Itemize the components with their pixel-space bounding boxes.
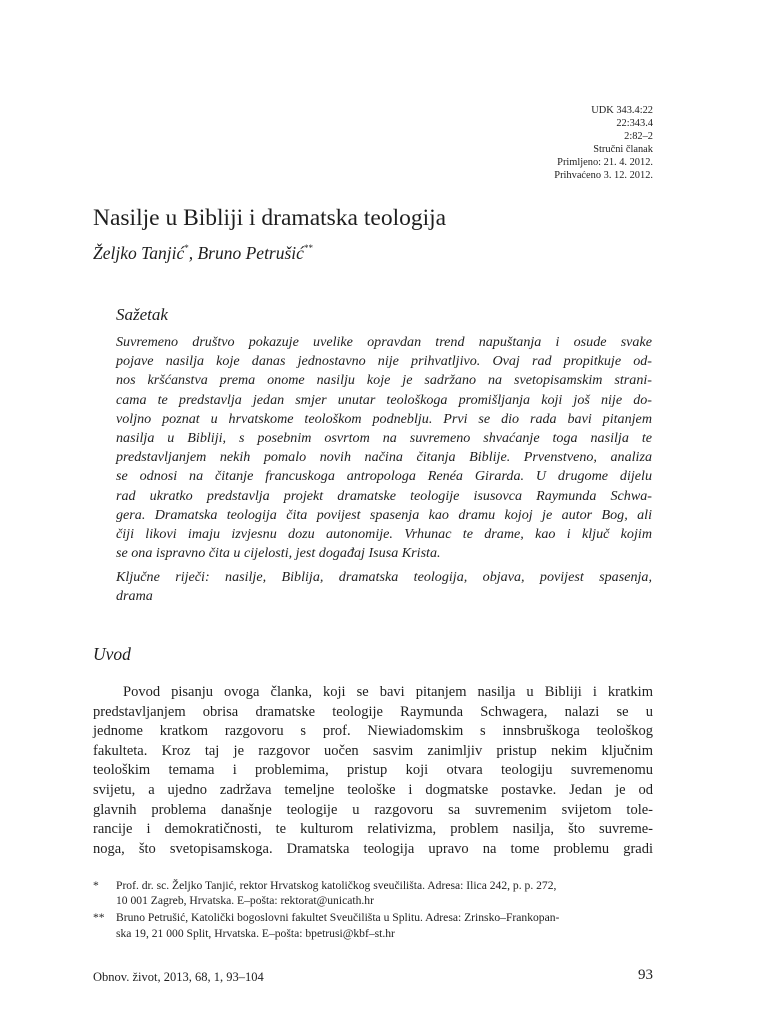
abstract-line: pojave nasilja koje danas jednostavno nije prihvatljivo. Ovaj rad propitkuje od- xyxy=(116,353,652,370)
footnote-line: Bruno Petrušić, Katolički bogoslovni fakultet Sveučilišta u Splitu. Adresa: Zrinsko–Frankopan- xyxy=(116,911,560,925)
accepted-date: Prihvaćeno 3. 12. 2012. xyxy=(554,170,653,181)
abstract-line: se ona ispravno čita u cijelosti, jest događaj Isusa Krista. xyxy=(116,545,441,562)
section-heading-intro: Uvod xyxy=(93,644,131,664)
udk-code: 2:82–2 xyxy=(624,131,653,142)
udk-code: UDK 343.4:22 xyxy=(591,105,653,116)
author-separator: , xyxy=(188,243,198,263)
abstract-line: cama te predstavlja jedan smjer unutar teološkoga promišljanja koji još nije do- xyxy=(116,391,652,408)
footnote xyxy=(93,878,653,908)
article-title: Nasilje u Bibliji i dramatska teologija xyxy=(93,205,447,231)
keywords-line: drama xyxy=(116,588,153,605)
author-name: Željko Tanjić xyxy=(93,243,185,263)
body-line: noga, što svetopisamskoga. Dramatska teologija upravo na tome problemu gradi xyxy=(93,840,653,857)
journal-citation: Obnov. život, 2013, 68, 1, 93–104 xyxy=(93,970,264,984)
body-line: predstavljanjem obrisa dramatske teologije Raymunda Schwagera, nalazi se u xyxy=(93,703,653,720)
footnote-line: Prof. dr. sc. Željko Tanjić, rektor Hrvatskog katoličkog sveučilišta. Adresa: Ilica 242, p. p. 272, xyxy=(116,879,557,892)
abstract-line: čiji likovi imaju izvjesnu dozu autonomije. Vrhunac te drame, kao i ključ kojim xyxy=(116,526,652,543)
body-line: jednome kratkom razgovoru s prof. Niewiadomskim s innsbruškoga teološkog xyxy=(93,723,653,740)
body-line: Povod pisanju ovoga članka, koji se bavi pitanjem nasilja u Bibliji i kratkim xyxy=(123,684,653,700)
footnote-marker: * xyxy=(184,243,189,254)
abstract-line: gera. Dramatska teologija čita povijest spasenja kao dramu kojoj je autor Bog, ali xyxy=(116,506,652,523)
body-line: teološkim temama i problemima, pristup koji otvara teologiju suvremenomu xyxy=(93,762,653,779)
author-line xyxy=(93,243,313,264)
footnotes xyxy=(93,878,653,943)
footnote-marker: ** xyxy=(303,243,313,254)
abstract-text xyxy=(116,333,652,563)
footnote-line: ska 19, 21 000 Split, Hrvatska. E–pošta: bpetrusi@kbf–st.hr xyxy=(116,926,395,940)
article-type: Stručni članak xyxy=(593,144,653,155)
abstract-line: nasilja u Bibliji, s posebnim osvrtom na suvremeno shvaćanje toga nasilja te xyxy=(116,430,652,447)
footnote-line: 10 001 Zagreb, Hrvatska. E–pošta: rektorat@unicath.hr xyxy=(116,894,374,908)
footnote-text xyxy=(116,910,653,940)
abstract-line: rad ukratko predstavlja projekt dramatske teologije isusovca Raymunda Schwa- xyxy=(116,487,652,504)
received-date: Primljeno: 21. 4. 2012. xyxy=(557,157,653,168)
footnote-text xyxy=(116,878,653,908)
body-line: rancije i demokratičnosti, te kulturom relativizma, problem nasilja, što suvreme- xyxy=(93,821,653,838)
abstract-line: predstavljanjem nekih pomalo novih načina čitanja Biblije. Prvenstveno, analiza xyxy=(116,449,652,466)
keywords xyxy=(116,568,652,606)
abstract-heading: Sažetak xyxy=(116,305,168,324)
udk-code: 22:343.4 xyxy=(616,118,653,129)
author-name: Bruno Petrušić xyxy=(197,243,304,263)
intro-paragraph xyxy=(93,683,653,859)
keywords-line: Ključne riječi: nasilje, Biblija, dramatska teologija, objava, povijest spasenja, xyxy=(116,569,652,585)
body-line: glavnih problema današnje teologije u razgovoru sa suvremenim svijetom tole- xyxy=(93,801,653,818)
abstract-line: nos kršćanstva prema onome nasilju koje je sadržano na svetopisamskim strani- xyxy=(116,372,652,389)
abstract-line: Suvremeno društvo pokazuje uvelike opravdan trend napuštanja i osude svake xyxy=(116,334,652,350)
footnote-mark: * xyxy=(93,879,99,892)
page-number: 93 xyxy=(638,967,653,983)
abstract-line: voljno poznat u hrvatskome teološkom podneblju. Prvi se dio rada bavi pitanjem xyxy=(116,410,652,427)
footnote-mark: ** xyxy=(93,911,105,925)
body-line: svijetu, a ujedno zadržava temeljne teološke i dogmatske postavke. Jedan je od xyxy=(93,781,653,798)
footnote xyxy=(93,910,653,940)
article-metadata xyxy=(554,104,653,182)
abstract-line: se odnosi na čitanje francuskoga antropologa Renéa Girarda. U drugome dijelu xyxy=(116,468,652,485)
body-line: fakulteta. Kroz taj je razgovor uočen sasvim zanimljiv pristup nekim ključnim xyxy=(93,742,653,759)
